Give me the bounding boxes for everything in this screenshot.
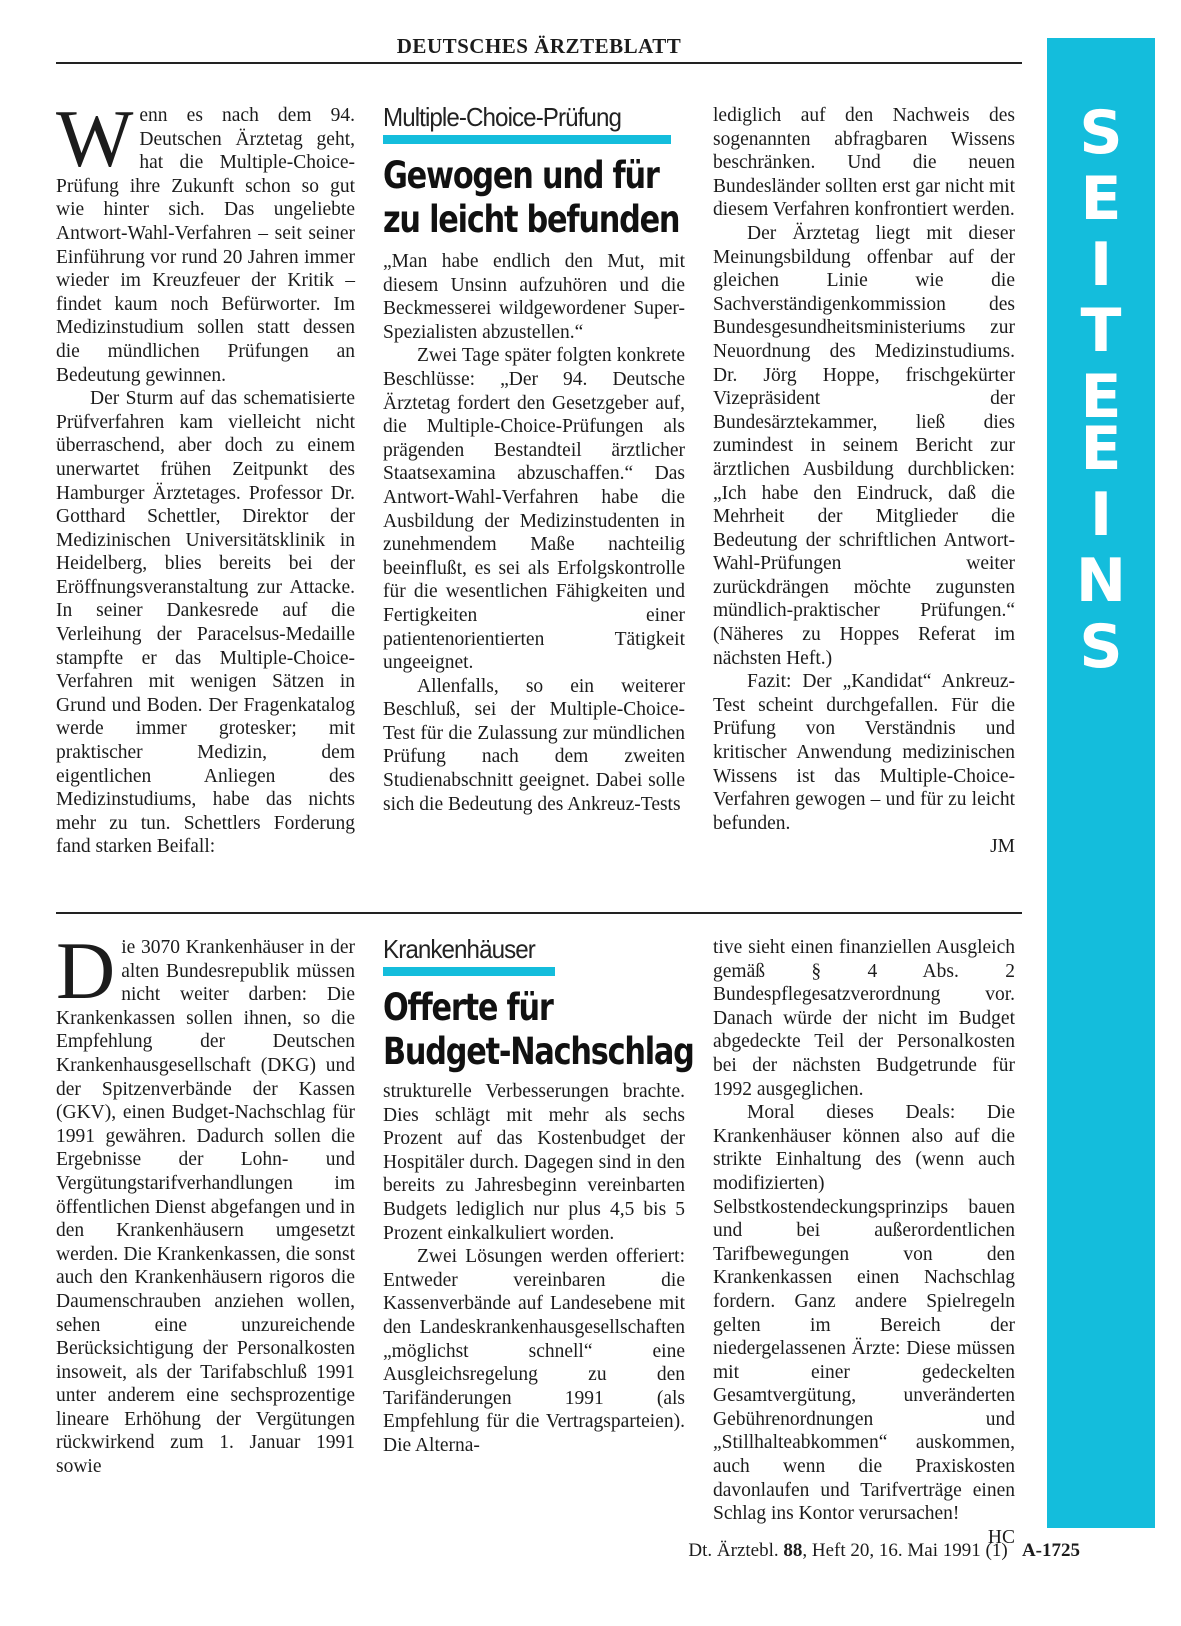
article1-column-2 [383,102,685,816]
page-footer [600,1540,1080,1562]
masthead: DEUTSCHES ÄRZTEBLATT [396,34,682,58]
footer-volume: 88 [783,1540,803,1561]
article1-headline-line1: Gewogen und für [383,154,659,197]
article2-kicker: Krankenhäuser [383,934,535,964]
sidebar-label [1047,98,1155,683]
article1-col2-p1: „Man habe endlich den Mut, mit diesem Unsinn aufzuhören und die Beckmesserei wildgewordener Super-Spezialisten abzustellen.“ [383,251,685,343]
article1-col3-p3: Fazit: Der „Kandidat“ Ankreuz-Test scheint durchgefallen. Für die Prüfung von Verständnis und kritischer Anwendung medizinischen Wissens ist das Multiple-Choice-Verfahren gewogen – und für zu leicht befunden. [713,671,1015,834]
article1-col1-p2: Der Sturm auf das schematisierte Prüfverfahren kam vielleicht nicht überraschend, aber doch zu einem unerwartet frühen Zeitpunkt des Hamburger Ärztetages. Professor Dr. Gotthard Schettler, Direktor der Medizinischen Universitätsklinik in Heidelberg, blies bereits bei der Eröffnungsveranstaltung zur Attacke. In seiner Dankesrede auf die Verleihung der Paracelsus-Medaille stampfte er das Multiple-Choice-Verfahren mit wenigen Sätzen in Grund und Boden. Der Fragenkatalog werde immer grotesker; mit praktischer Medizin, dem eigentlichen Anliegen des Medizinstudiums, habe das nichts mehr zu tun. Schettlers Forderung fand starken Beifall: [56,388,355,858]
sidebar-letter: E [1080,414,1122,484]
footer-journal: Dt. Ärztebl. [688,1540,779,1561]
article2-col1-p1: ie 3070 Krankenhäuser in der alten Bundesrepublik müssen nicht weiter darben: Die Krankenkassen sollen ihnen, so die Empfehlung der Deutschen Krankenhausgesellschaft (DKG) und der Spitzenverbände der Kassen (GKV), einen Budget-Nachschlag für 1991 gewähren. Dadurch sollen die Ergebnisse der Lohn- und Vergütungstarifverhandlungen im öffentlichen Dienst abgefangen und in den Krankenhäusern umgesetzt werden. Die Krankenkassen, die sonst auch den Krankenhäusern rigoros die Daumenschrauben anziehen wollen, sehen eine unzureichende Berücksichtigung der Personalkosten insoweit, als der Tarifabschluß 1991 unter anderem eine sechsprozentige lineare Erhöhung der Vergütungen rückwirkend zum 1. Januar 1991 sowie [56,937,355,1478]
sidebar-letter: I [1089,230,1113,300]
article1-kicker-bar [383,135,671,144]
article1-col3-p2: Der Ärztetag liegt mit dieser Meinungsbildung offenbar auf der gleichen Linie wie die Sachverständigenkommission des Bundesgesundheitsministeriums zur Neuordnung des Medizinstudiums. Dr. Jörg Hoppe, frischgekürter Vizepräsident der Bundesärztekammer, ließ dies zumindest in seinem Bericht zur ärztlichen Ausbildung durchblicken: „Ich habe den Eindruck, daß die Mehrheit der Mitglieder die Bedeutung der schriftlichen Antwort-Wahl-Prüfungen weiter zurückdrängen möchte zugunsten mündlich-praktischer Prüfungen.“ (Näheres zu Hoppes Referat im nächsten Heft.) [713,222,1015,669]
sidebar-letter: S [1079,98,1123,168]
article2-headline-line1: Offerte für [383,986,553,1029]
sidebar-letter: E [1080,362,1122,432]
article1-dropcap: W [56,93,134,184]
article1-author: JM [990,836,1015,858]
article2-headline-line2: Budget-Nachschlag [383,1030,694,1073]
sidebar-letter: E [1080,164,1122,234]
article2-col2-p2: Zwei Lösungen werden offeriert: Entweder vereinbaren die Kassenverbände auf Landesebene mit den Landeskrankenhausgesellschaften „möglichst schnell“ eine Ausgleichsregelung zu den Tarifänderungen 1991 (als Empfehlung für die Vertragsparteien). Die Alterna- [383,1246,685,1456]
sidebar-letter: N [1075,546,1127,616]
article2-col2-p1: strukturelle Verbesserungen brachte. Dies schlägt mit mehr als sechs Prozent auf das Kostenbudget der Hospitäler durch. Dagegen sind in den bereits zu Jahresbeginn vereinbarten Budgets lediglich nur plus 4,5 bis 5 Prozent einkalkuliert worden. [383,1081,685,1244]
footer-issue: , Heft 20, 16. Mai 1991 (1) [802,1540,1008,1561]
article1-col1-p1: enn es nach dem 94. Deutschen Ärztetag geht, hat die Multiple-Choice-Prüfung ihre Zukunft schon so gut wie hinter sich. Das ungeliebte Antwort-Wahl-Verfahren – seit seiner Einführung vor rund 20 Jahren immer wieder im Kreuzfeuer der Kritik – findet kaum noch Befürworter. Im Medizinstudium sollen statt dessen die mündlichen Prüfungen an Bedeutung gewinnen. [56,105,355,386]
article1-kicker: Multiple-Choice-Prüfung [383,102,621,132]
article1-col2-p2: Zwei Tage später folgten konkrete Beschlüsse: „Der 94. Deutsche Ärztetag fordert den Gesetzgeber auf, die Multiple-Choice-Prüfungen als prägenden Bestandteil ärztlicher Staatsexamina abzuschaffen.“ Das Antwort-Wahl-Verfahren habe die Ausbildung der Medizinstudenten in zunehmendem Maße nachteilig beeinflußt, es sei als Erfolgskontrolle für die wesentlichen Fähigkeiten und Fertigkeiten einer patientenorientierten Tätigkeit ungeeignet. [383,345,685,674]
article1-headline-line2: zu leicht befunden [383,198,680,241]
sidebar-letter: I [1089,480,1113,550]
sidebar-band [1047,38,1155,1528]
sidebar-letter: S [1079,612,1123,682]
article2-column-2 [383,934,694,1458]
article2-column-1 [56,925,355,1479]
masthead-rule [56,62,1022,64]
article1-column-3 [713,104,1015,859]
article-divider [56,912,1022,914]
article2-column-3 [713,936,1015,1549]
footer-page-number: A-1725 [1021,1540,1080,1561]
article2-dropcap: D [56,925,116,1016]
article2-author: HC [987,1526,1015,1548]
article1-col3-p1: lediglich auf den Nachweis des sogenannten abfragbaren Wissens beschränken. Und die neuen Bundesländer sollten erst gar nicht mit diesem Verfahren konfrontiert werden. [713,105,1015,221]
article1-column-1 [56,93,355,859]
sidebar-letter: T [1080,296,1122,366]
article2-col3-p2: Moral dieses Deals: Die Krankenhäuser können also auf die strikte Einhaltung des (wenn auch modifizierten) Selbstkostendeckungsprinzips bauen und bei außerordentlichen Tarifbewegungen von den Krankenkassen einen Nachschlag fordern. Ganz andere Spielregeln gelten im Bereich der niedergelassenen Ärzte: Diese müssen mit einer gedeckelten Gesamtvergütung, unveränderten Gebührenordnungen und „Stillhalteabkommen“ auskommen, auch wenn die Praxiskosten davonlaufen und Tarifverträge einen Schlag ins Kontor verursachen! [713,1102,1015,1525]
article2-col3-p1: tive sieht einen finanziellen Ausgleich gemäß § 4 Abs. 2 Bundespflegesatzverordnung vor. Danach würde der nicht im Budget abgedeckte Teil der Personalkosten bei der nächsten Budgetrunde für 1992 ausgeglichen. [713,937,1015,1100]
article1-col2-p3: Allenfalls, so ein weiterer Beschluß, sei der Multiple-Choice-Test für die Zulassung zur mündlichen Prüfung nach dem zweiten Studienabschnitt geeignet. Dabei solle sich die Bedeutung des Ankreuz-Tests [383,675,685,815]
article2-kicker-bar [383,967,555,976]
